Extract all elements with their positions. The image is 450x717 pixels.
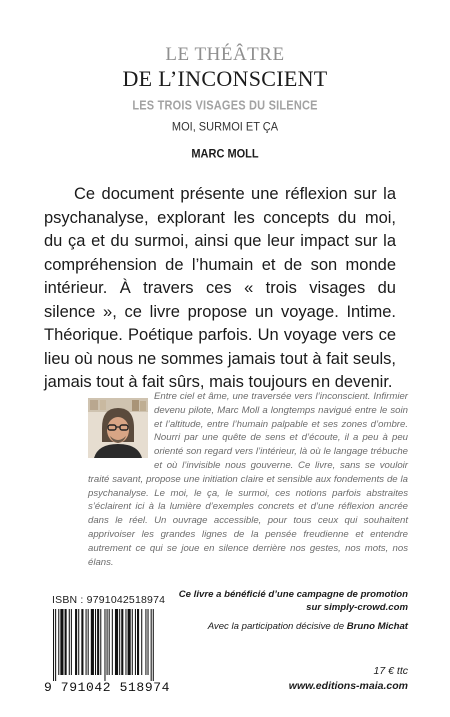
publisher-website: www.editions-maia.com (288, 680, 408, 692)
barcode-bar (137, 609, 139, 675)
barcode-bar (151, 609, 152, 681)
book-sub-subtitle: MOI, SURMOI ET ÇA (171, 120, 279, 134)
barcode-bar (88, 609, 89, 675)
isbn-label: ISBN : 9791042518974 (52, 594, 166, 606)
book-subtitle: LES TROIS VISAGES DU SILENCE (132, 99, 318, 113)
barcode-bar (97, 609, 99, 675)
barcode-bar (141, 609, 142, 675)
barcode-bar (153, 609, 154, 681)
barcode-bar (75, 609, 77, 675)
synopsis-paragraph: Ce document présente une réflexion sur la psychanalyse, explorant les concepts du moi, du ça et du surmoi, ainsi que leur impact sur la compréhension de l’humain et de son monde intérieur. À travers ces « trois visages du silence », ce livre propose un voyage. Intime. Théorique. Poétique parfois. Un voyage vers ce lieu où nous ne sommes jamais tout à fait seuls, jamais tout à fait sûrs, mais toujours en devenir. (44, 185, 396, 391)
biography-text: Entre ciel et âme, une traversée vers l’inconscient. Infirmier devenu pilote, Marc Moll a longtemps navigué entre le soin et l’altitude, entre l’humain palpable et ses zones d’ombre. Nourri par une quête de sens et d’écoute, il a peu à peu orienté son regard vers l’intérieur, là où le langage trébuche et où l’invisible nous gouverne. Ce livre, sans se vouloir traité savant, propose une initiation claire et sensible aux fondements de la psychanalyse. Le moi, le ça, le surmoi, ces notions parfois abstraites s’éclairent ici à la lumière d’exemples concrets et d’une réflexion ancrée dans le réel. Un ouvrage accessible, pour tous ceux qui souhaitent apprivoiser les grandes lignes de la pensée freudienne et entendre autrement ce qui se joue en silence derrière nos gestes, nos mots, nos élans. (88, 391, 408, 568)
barcode-bar (78, 609, 79, 675)
barcode-bar (100, 609, 101, 675)
barcode-bar (145, 609, 146, 675)
participation-name: Bruno Michat (346, 621, 408, 632)
barcode-bar (112, 609, 113, 675)
barcode-bar (104, 609, 105, 681)
barcode-bar (128, 609, 131, 675)
barcode-bar (53, 609, 54, 681)
barcode-bar (132, 609, 133, 675)
barcode-bar (60, 609, 63, 675)
promotion-note (168, 588, 408, 614)
barcode-bar (58, 609, 59, 675)
promotion-line2: sur simply-crowd.com (306, 602, 408, 613)
barcode-bar (95, 609, 96, 675)
barcode-bar (81, 609, 83, 675)
price-label: 17 € ttc (373, 665, 408, 677)
barcode-bar (69, 609, 70, 675)
barcode-digits: 9 791042 518974 (44, 680, 171, 695)
author-biography (88, 390, 408, 569)
barcode (51, 609, 189, 681)
barcode-bar (107, 609, 108, 675)
barcode-bar (125, 609, 126, 675)
barcode-bar (86, 609, 87, 675)
barcode-bar (91, 609, 94, 675)
book-title-line1: LE THÉÂTRE (165, 44, 285, 65)
book-title-line2: DE L’INCONSCIENT (122, 66, 328, 91)
participation-note (148, 621, 408, 632)
barcode-bar (119, 609, 120, 675)
photo-spacer (88, 390, 154, 460)
barcode-bar (115, 609, 118, 675)
barcode-bar (148, 609, 149, 675)
barcode-bar (71, 609, 72, 675)
author-name: MARC MOLL (191, 147, 259, 161)
participation-prefix: Avec la participation décisive de (207, 621, 347, 632)
promotion-line1: Ce livre a bénéficié d’une campagne de promotion (178, 589, 408, 600)
barcode-bar (65, 609, 67, 675)
barcode-bars (51, 609, 189, 681)
barcode-bar (109, 609, 110, 675)
barcode-bar (55, 609, 56, 681)
barcode-bar (121, 609, 123, 675)
barcode-bar (135, 609, 136, 675)
